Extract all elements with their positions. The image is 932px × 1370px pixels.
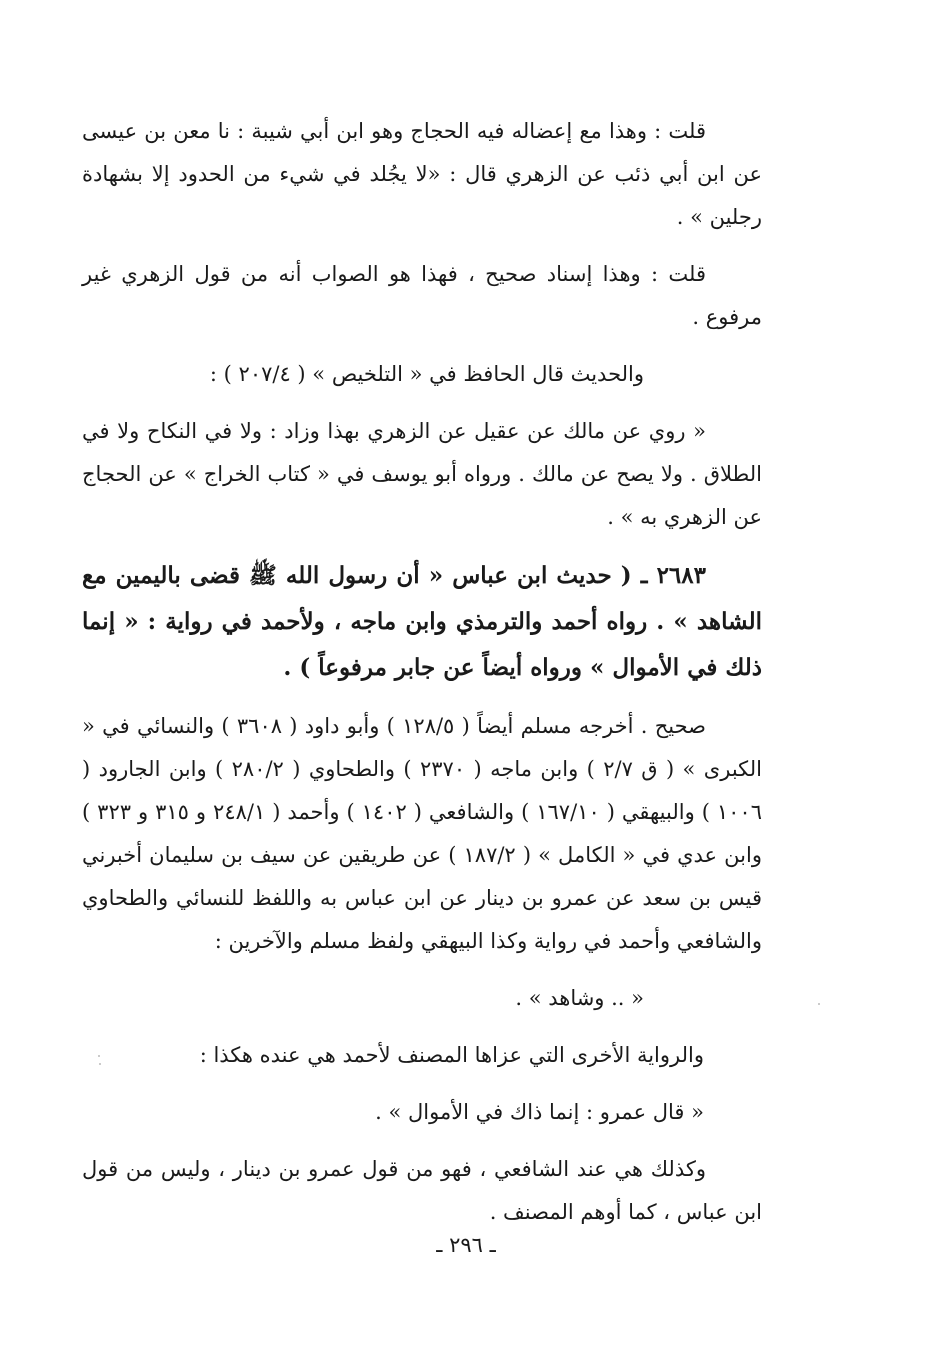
paragraph-comment-2: قلت : وهذا إسناد صحيح ، فهذا هو الصواب أنه من قول الزهري غير مرفوع . bbox=[82, 262, 762, 329]
paragraph-gap bbox=[82, 1134, 762, 1148]
paragraph-gap bbox=[82, 396, 762, 410]
wording-quote-witness: « .. وشاهد » . bbox=[515, 986, 644, 1010]
paragraph-gap bbox=[82, 339, 762, 353]
book-page bbox=[82, 110, 762, 1300]
talkhis-quote: « روي عن مالك عن عقيل عن الزهري بهذا وزاد : ولا في النكاح ولا في الطلاق . ولا يصح عن مالك . ورواه أبو يوسف في « كتاب الخراج » عن الحجاج عن الزهري به » . bbox=[82, 419, 762, 529]
amr-quote: « قال عمرو : إنما ذاك في الأموال » . bbox=[375, 1100, 704, 1124]
hadith-2683-heading: ٢٦٨٣ ـ ( حديث ابن عباس « أن رسول الله ﷺ قضى باليمين مع الشاهد » . رواه أحمد والترمذي وابن ماجه ، ولأحمد في رواية : « إنما ذلك في الأموال » ورواه أيضاً عن جابر مرفوعاً ) . bbox=[82, 562, 762, 681]
conclusion-paragraph: وكذلك هي عند الشافعي ، فهو من قول عمرو بن دينار ، وليس من قول ابن عباس ، كما أوهم المصنف . bbox=[82, 1157, 762, 1224]
paragraph-gap bbox=[82, 1020, 762, 1034]
paragraph-comment-1: قلت : وهذا مع إعضاله فيه الحجاج وهو ابن أبي شيبة : نا معن بن عيسى عن ابن أبي ذئب عن الزهري قال : «لا يجُلد في شيء من الحدود إلا بشهادة رجلين » . bbox=[82, 119, 762, 229]
scan-speck bbox=[818, 1003, 820, 1005]
talkhis-citation-line: والحديث قال الحافظ في « التلخيص » ( ٢٠٧/٤ ) : bbox=[209, 362, 644, 386]
page-number: ـ ٢٩٦ ـ bbox=[436, 1233, 496, 1257]
paragraph-gap bbox=[82, 691, 762, 705]
scan-speck bbox=[99, 1063, 101, 1065]
paragraph-gap bbox=[82, 963, 762, 977]
paragraph-gap bbox=[82, 539, 762, 553]
paragraph-gap bbox=[82, 1077, 762, 1091]
scan-speck bbox=[98, 1055, 100, 1057]
paragraph-gap bbox=[82, 239, 762, 253]
other-narration-intro: والرواية الأخرى التي عزاها المصنف لأحمد هي عنده هكذا : bbox=[199, 1043, 704, 1067]
takhrij-paragraph: صحيح . أخرجه مسلم أيضاً ( ١٢٨/٥ ) وأبو داود ( ٣٦٠٨ ) والنسائي في « الكبرى » ( ق ٢/٧ ) وابن ماجه ( ٢٣٧٠ ) والطحاوي ( ٢٨٠/٢ ) وابن الجارود ( ١٠٠٦ ) والبيهقي ( ١٦٧/١٠ ) والشافعي ( ١٤٠٢ ) وأحمد ( ٢٤٨/١ و ٣١٥ و ٣٢٣ ) وابن عدي في « الكامل » ( ١٨٧/٢ ) عن طريقين عن سيف بن سليمان أخبرني قيس بن سعد عن عمرو بن دينار عن ابن عباس به واللفظ للنسائي والطحاوي والشافعي وأحمد في رواية وكذا البيهقي ولفظ مسلم والآخرين : bbox=[82, 714, 762, 953]
